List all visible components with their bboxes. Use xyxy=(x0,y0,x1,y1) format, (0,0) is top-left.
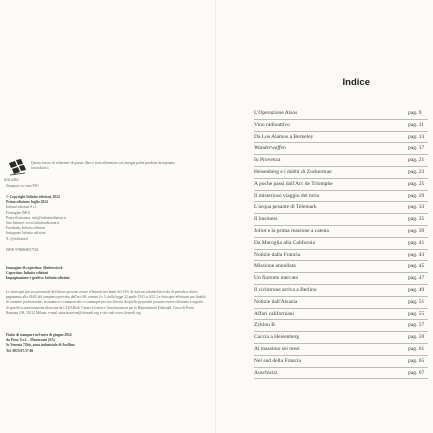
toc-entry-page: pag. 11 xyxy=(408,121,424,128)
isbn-text: ISBN 9788868617554 xyxy=(6,248,39,252)
toc-entry-title: Nel sud della Francia xyxy=(254,357,301,364)
toc-entry-title: Heisenberg e i dubbi di Zuckerman xyxy=(254,168,332,175)
toc-entry-page: pag. 59 xyxy=(408,334,425,341)
credit-line: Copertina: Infinito edizioni xyxy=(6,271,49,276)
rights-text: Le fotocopie per uso personale del lettore possono essere effettuate nei limiti del 15% di ciascun volume/fascicolo di periodico dietro pagamento alla SIAE del compenso previsto dall'art. 68, commi 4 e 5, della legge 22 aprile 1941 n. 633. Le fotocopie effettuate per finalità di carattere professionale, economico o commerciale o comunque per uso diverso da quello personale possono essere effettuate a seguito di specifica autorizzazione rilasciata da CLEARedi, Centro Licenze e Autorizzazioni per le Riproduzioni Editoriali, Corso di Porta Romana 108, 20122 Milano, e-mail autorizzazioni@clearedi.org e sito web www.clearedi.org xyxy=(6,290,206,315)
toc-entry-page: pag. 39 xyxy=(408,227,425,234)
print-info-line: Tel. 0825/67.57.00 xyxy=(6,348,34,353)
print-info-line: Ss Venezia 72bis, zona industriale di Avellino xyxy=(6,343,75,348)
toc-entry[interactable] xyxy=(254,285,428,297)
toc-entry-title: In Provenza xyxy=(254,157,281,164)
isbn-block xyxy=(6,248,206,253)
toc-entry-title: Il misterioso viaggio del torio xyxy=(254,192,320,199)
toc-entry[interactable] xyxy=(254,250,428,262)
toc-entry-page: pag. 57 xyxy=(408,322,425,329)
colophon-line: X: @infinitoed xyxy=(6,236,28,241)
credits-block xyxy=(6,266,206,282)
toc-entry-title: Affari californiani xyxy=(254,310,295,317)
toc-entry-page: pag. 41 xyxy=(408,239,425,246)
toc-entry[interactable] xyxy=(254,273,428,285)
colophon-line: Sito Internet: www.infinitoedizioni.it xyxy=(6,221,60,226)
toc-entry-page: pag. 45 xyxy=(408,263,425,270)
toc-entry-title: L'acqua pesante di Telemark xyxy=(254,204,317,211)
toc-entry[interactable] xyxy=(254,120,428,132)
toc-entry[interactable] xyxy=(254,238,428,250)
print-info-line: da Press S.r.l. – Mantovani (SA) xyxy=(6,338,55,343)
toc-entry[interactable] xyxy=(254,214,428,226)
toc-entry-title: L'Operazione Alsos xyxy=(254,110,298,116)
print-info-block xyxy=(6,333,206,354)
logo-caption: SOLARE xyxy=(4,178,19,182)
toc-entry-page: pag. 35 xyxy=(408,216,425,223)
toc-entry-page: pag. 55 xyxy=(408,310,425,317)
toc-entry[interactable] xyxy=(254,344,428,356)
toc-entry[interactable] xyxy=(254,202,428,214)
toc-entry[interactable] xyxy=(254,226,428,238)
toc-entry-page: pag. 33 xyxy=(408,204,425,211)
table-of-contents xyxy=(254,108,428,379)
toc-entry[interactable] xyxy=(254,191,428,203)
toc-entry-title: Notizie dall'Alsazia xyxy=(254,298,298,305)
credit-line: Impaginazione e grafica: Infinito edizioni xyxy=(6,276,70,281)
toc-entry-title: Wunderwaffen xyxy=(254,145,286,152)
toc-entry-title: Caccia a Heisenberg xyxy=(254,334,300,341)
toc-entry[interactable] xyxy=(254,132,428,144)
index-title: Indice xyxy=(342,77,370,88)
toc-entry-title: Un fiorente mercato xyxy=(254,275,299,282)
toc-entry-title: Da Los Alamos a Berkeley xyxy=(254,133,314,140)
printed-on-text: Stampato su carta FSC xyxy=(6,184,39,188)
colophon-line: Facebook: Infinito edizioni xyxy=(6,226,46,231)
toc-entry[interactable] xyxy=(254,368,428,380)
colophon-block xyxy=(6,195,206,242)
toc-entry-page: pag. 9 xyxy=(408,110,422,116)
colophon-line: Instagram: Infinito edizioni xyxy=(6,231,46,236)
toc-entry-page: pag. 47 xyxy=(408,275,425,282)
colophon-line: Prima edizione: luglio 2024 xyxy=(6,200,48,205)
toc-entry-page: pag. 43 xyxy=(408,251,425,258)
toc-entry-title: Joliot e la prima reazione a catena xyxy=(254,227,329,234)
print-info-line: Finito di stampare nel mese di giugno 2024 xyxy=(6,333,72,337)
toc-entry-title: Vino radioattivo xyxy=(254,121,290,128)
toc-entry-title: Al massimo sei mesi xyxy=(254,345,300,352)
toc-entry-page: pag. 65 xyxy=(408,357,425,364)
toc-entry-page: pag. 29 xyxy=(408,192,425,199)
colophon-line: Posta elettronica: info@infinitoedizioni.it xyxy=(6,215,66,220)
toc-entry-title: Auschwitz xyxy=(254,369,278,376)
colophon-line: © Copyright Infinito edizioni, 2024 xyxy=(6,195,60,199)
toc-entry[interactable] xyxy=(254,309,428,321)
toc-entry[interactable] xyxy=(254,320,428,332)
toc-entry-page: pag. 21 xyxy=(408,157,425,164)
rights-block xyxy=(6,290,206,316)
left-page-colophon xyxy=(0,0,216,433)
toc-entry-page: pag. 49 xyxy=(408,286,425,293)
toc-entry[interactable] xyxy=(254,261,428,273)
toc-entry-title: Notizie dalla Francia xyxy=(254,251,301,258)
toc-entry[interactable] xyxy=(254,167,428,179)
toc-entry[interactable] xyxy=(254,108,428,120)
toc-entry[interactable] xyxy=(254,332,428,344)
toc-entry-page: pag. 51 xyxy=(408,298,425,305)
credit-line: Immagine di copertina: Shutterstock xyxy=(6,266,63,270)
toc-entry-page: pag. 13 xyxy=(408,133,425,140)
printed-on-note xyxy=(6,184,206,189)
toc-entry-page: pag. 25 xyxy=(408,180,425,187)
toc-entry-page: pag. 67 xyxy=(408,369,425,376)
colophon-line: Formigine (MO) xyxy=(6,210,31,215)
toc-entry-page: pag. 17 xyxy=(408,145,425,152)
colophon-line: Infinito edizioni S.r.l. xyxy=(6,205,37,210)
toc-entry[interactable] xyxy=(254,179,428,191)
toc-entry[interactable] xyxy=(254,297,428,309)
toc-entry-page: pag. 61 xyxy=(408,345,425,352)
toc-entry-title: Missione annullata xyxy=(254,263,296,270)
toc-entry-title: Il business xyxy=(254,216,278,223)
toc-entry-title: Zyklon B xyxy=(254,322,275,329)
energy-certification-text: Questo lavoro di redazione di questo libro è stato alimentato con energia pulita prodotta da impianto fotovoltaico. xyxy=(31,161,176,171)
toc-entry-title: Da Maroglia alla California xyxy=(254,239,315,246)
toc-entry[interactable] xyxy=(254,143,428,155)
toc-entry[interactable] xyxy=(254,356,428,368)
toc-entry-page: pag. 23 xyxy=(408,168,425,175)
solar-panel-logo-icon xyxy=(6,158,28,178)
toc-entry-title: Il ciclotrone arriva a Berlino xyxy=(254,286,317,293)
toc-entry-title: A poche passi dall'Arc de Triomphe xyxy=(254,180,333,187)
toc-entry[interactable] xyxy=(254,155,428,167)
